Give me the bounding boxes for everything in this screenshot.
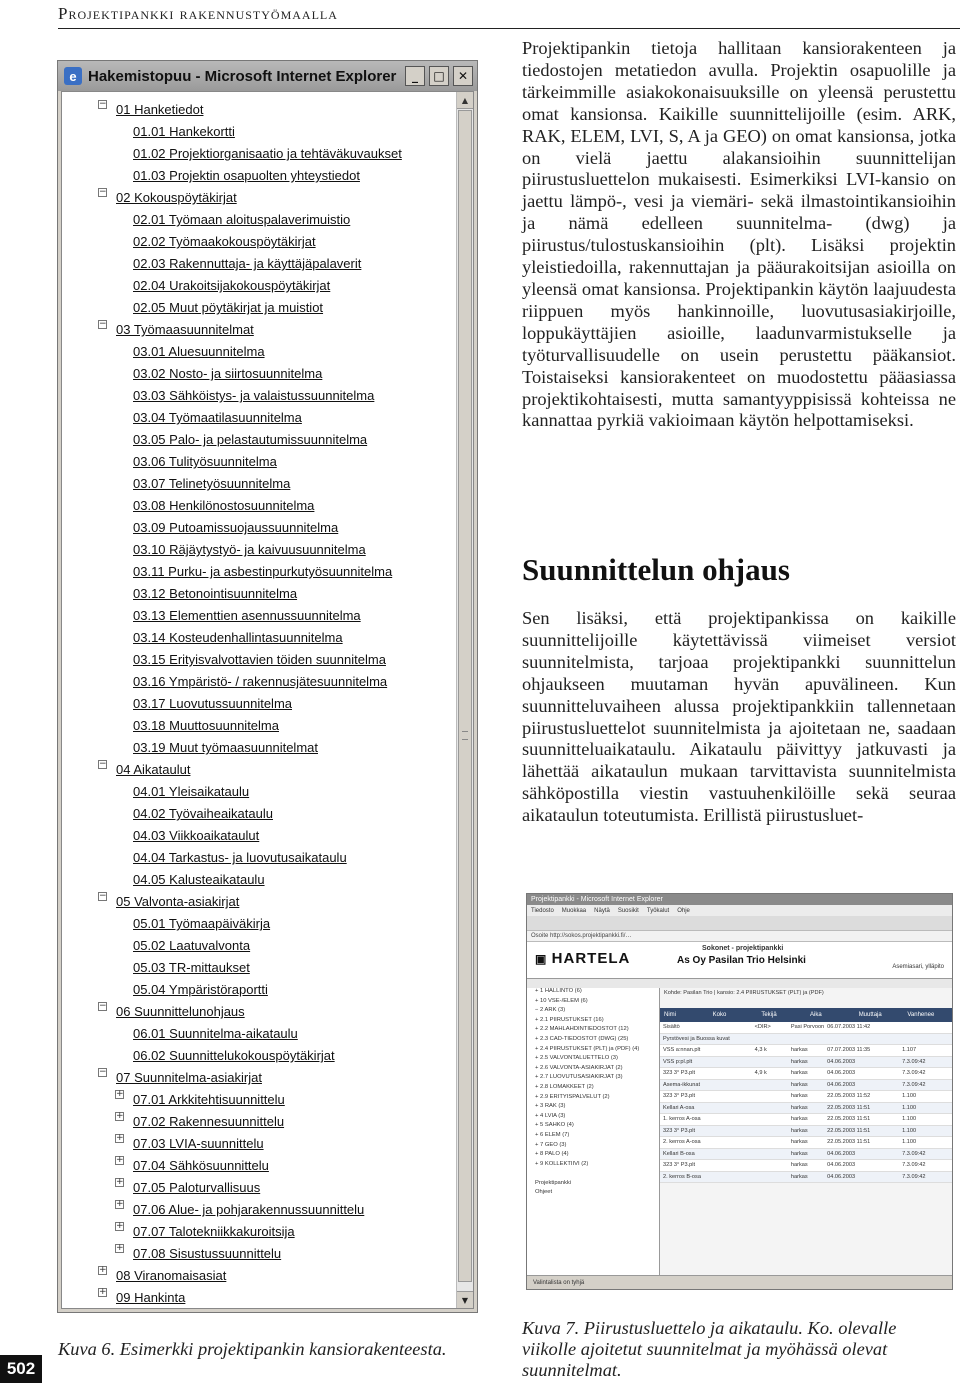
tree-link[interactable]: 03.14 Kosteudenhallintasuunnitelma <box>133 630 343 645</box>
screenshot-address-bar: Osoite http://sokos.projektipankki.fi/… <box>527 931 952 942</box>
tree-link[interactable]: 05.02 Laatuvalvonta <box>133 938 251 953</box>
table-cell: harkas <box>790 1093 808 1100</box>
table-row[interactable] <box>660 1137 952 1149</box>
table-cell: 22.05.2003 11:52 <box>827 1093 871 1100</box>
table-cell: 7.3.09:42 <box>902 1173 926 1180</box>
table-cell: harkas <box>790 1150 808 1157</box>
table-cell: 22.05.2003 11:51 <box>827 1104 871 1111</box>
column-header[interactable]: Vanhenee <box>907 1012 935 1018</box>
expand-icon[interactable]: + <box>99 1265 107 1275</box>
table-cell: 7.3.09:42 <box>902 1150 926 1157</box>
table-cell: 1.100 <box>902 1104 917 1111</box>
table-row[interactable] <box>660 1022 952 1034</box>
vertical-scrollbar[interactable] <box>456 92 473 1308</box>
tree-link[interactable]: 05.01 Työmaapäiväkirja <box>133 916 271 931</box>
table-row[interactable] <box>660 1160 952 1172</box>
table-cell: <DIR> <box>754 1024 771 1031</box>
folder-list-item[interactable]: + 8 PALO (4) <box>535 1151 569 1158</box>
table-cell: harkas <box>790 1104 808 1111</box>
expand-icon[interactable]: + <box>116 1089 124 1099</box>
table-cell: Asema-ikkunat <box>663 1081 700 1088</box>
column-header[interactable]: Aika <box>810 1012 822 1018</box>
tree-link[interactable]: 04 Aikataulut <box>116 762 191 777</box>
table-cell: 1.107 <box>902 1047 917 1054</box>
folder-list-item[interactable]: + 2.4 PIIRUSTUKSET (PLT) ja (PDF) (4) <box>535 1045 640 1052</box>
figure-caption-7: Kuva 7. Piirustusluettelo ja aikataulu. Ko. olevalle viikolle ajoitetut suunnitelmat ja myöhässä olevat suunnitelmat. <box>522 1318 897 1380</box>
window-title: Hakemistopuu - Microsoft Internet Explorer <box>88 67 397 85</box>
folder-list-item[interactable]: + 2.3 CAD-TIEDOSTOT (DWG) (25) <box>535 1035 629 1042</box>
table-cell: 2. kerros A-osa <box>663 1139 701 1146</box>
tree-link[interactable]: 02.02 Työmaakokouspöytäkirjat <box>133 234 316 249</box>
tree-link[interactable]: 04.05 Kalusteaikataulu <box>133 872 265 887</box>
tree-link[interactable]: 03.15 Erityisvalvottavien töiden suunnitelma <box>133 652 386 667</box>
expand-icon[interactable]: + <box>116 1243 124 1253</box>
folder-list-item[interactable]: + 6 ELEM (7) <box>535 1131 570 1138</box>
table-cell: harkas <box>790 1173 808 1180</box>
table-row[interactable] <box>660 1172 952 1184</box>
expand-icon[interactable]: + <box>116 1111 124 1121</box>
table-cell: Kellari A-osa <box>663 1104 695 1111</box>
table-row[interactable] <box>660 1057 952 1069</box>
window-titlebar[interactable] <box>58 61 477 91</box>
collapse-icon[interactable]: − <box>99 891 107 901</box>
tree-link[interactable]: 07.07 Talotekniikkakuroitsija <box>133 1224 295 1239</box>
menu-item[interactable]: Näytä <box>594 907 610 914</box>
collapse-icon[interactable]: − <box>99 759 107 769</box>
table-cell: 06.07.2003 11:42 <box>827 1024 871 1031</box>
tree-link[interactable]: 03.02 Nosto- ja siirtosuunnitelma <box>133 366 323 381</box>
collapse-icon[interactable]: − <box>99 319 107 329</box>
tree-link[interactable]: 07.03 LVIA-suunnittelu <box>133 1136 264 1151</box>
table-cell: harkas <box>790 1139 808 1146</box>
table-cell: 1. kerros A-osa <box>663 1116 701 1123</box>
folder-info: Kohde: Pasilan Trio | kansio: 2.4 PIIRUSTUKSET (PLT) ja (PDF) <box>664 990 824 996</box>
table-cell: harkas <box>790 1047 808 1054</box>
folder-list-item[interactable]: + 2.5 VALVONTALUETTELO (3) <box>535 1055 618 1062</box>
table-cell: Pyrstövesi ja Buossa kuvat <box>663 1035 730 1042</box>
table-cell: 7.3.09:42 <box>902 1058 926 1065</box>
folder-list-item[interactable]: + 2.2 MAHLAHDINTIEDOSTOT (12) <box>535 1026 629 1033</box>
file-table-header <box>660 1008 952 1022</box>
internet-explorer-icon: e <box>64 67 82 85</box>
tree-link[interactable]: 02.05 Muut pöytäkirjat ja muistiot <box>133 300 324 315</box>
table-cell: 04.06.2003 <box>827 1162 856 1169</box>
maximize-button[interactable]: □ <box>429 66 449 86</box>
tree-link[interactable]: 03 Työmaasuunnitelmat <box>116 322 254 337</box>
table-cell: 22.05.2003 11:51 <box>827 1127 871 1134</box>
table-cell: 323 3° P3.plt <box>663 1093 696 1100</box>
projektipankki-screenshot <box>526 893 953 1290</box>
tree-link[interactable]: 03.18 Muuttosuunnitelma <box>133 718 279 733</box>
figure-caption-6: Kuva 6. Esimerkki projektipankin kansiorakenteesta. <box>58 1339 447 1359</box>
tree-link[interactable]: 01.01 Hankekortti <box>133 124 235 139</box>
table-cell: 323 3° P3.plt <box>663 1070 696 1077</box>
tree-link[interactable]: 02.01 Työmaan aloituspalaverimuistio <box>133 212 351 227</box>
tree-link[interactable]: 03.04 Työmaatilasuunnitelma <box>133 410 302 425</box>
table-cell: 323 3° P3.plt <box>663 1162 696 1169</box>
folder-list-item[interactable]: Ohjeet <box>535 1189 553 1196</box>
screenshot-menubar <box>527 905 952 916</box>
folder-list-item[interactable]: + 1 HALLINTO (6) <box>535 988 582 994</box>
tree-link[interactable]: 07.02 Rakennesuunnittelu <box>133 1114 285 1129</box>
table-cell: 07.07.2003 11:35 <box>827 1047 871 1054</box>
table-cell: 7.3.09:42 <box>902 1070 926 1077</box>
menu-item[interactable]: Työkalut <box>646 907 670 914</box>
folder-list-item[interactable]: + 2.6 VALVONTA-ASIAKIRJAT (2) <box>535 1064 623 1071</box>
table-cell: harkas <box>790 1127 808 1134</box>
table-row[interactable] <box>660 1034 952 1046</box>
tree-link[interactable]: 03.06 Tulityösuunnitelma <box>133 454 277 469</box>
tree-link[interactable]: 01 Hanketiedot <box>116 102 204 117</box>
table-cell: 04.06.2003 <box>827 1150 856 1157</box>
expand-icon[interactable]: + <box>116 1221 124 1231</box>
tree-link[interactable]: 04.01 Yleisaikataulu <box>133 784 250 799</box>
tree-link[interactable]: 05 Valvonta-asiakirjat <box>116 894 240 909</box>
tree-link[interactable]: 03.12 Betonointisuunnitelma <box>133 586 298 601</box>
table-cell: 1.100 <box>902 1093 917 1100</box>
table-row[interactable] <box>660 1126 952 1138</box>
tree-link[interactable]: 06 Suunnittelunohjaus <box>116 1004 245 1019</box>
tree-link[interactable]: 02.03 Rakennuttaja- ja käyttäjäpalaverit <box>133 256 362 271</box>
banner-subtitle: Sokonet - projektipankki <box>702 945 784 952</box>
column-header[interactable]: Koko <box>712 1012 727 1018</box>
table-row[interactable] <box>660 1114 952 1126</box>
ie-window-folder-tree <box>57 60 478 1313</box>
tree-link[interactable]: 07.05 Paloturvallisuus <box>133 1180 261 1195</box>
table-cell: Kellari B-osa <box>663 1150 695 1157</box>
tree-link[interactable]: 07.06 Alue- ja pohjarakennussuunnittelu <box>133 1202 365 1217</box>
minimize-button[interactable]: _ <box>405 66 425 86</box>
collapse-icon[interactable]: − <box>99 1001 107 1011</box>
table-cell: 22.05.2003 11:51 <box>827 1116 871 1123</box>
table-cell: Pasi Porvoon <box>790 1024 825 1031</box>
folder-list-item[interactable]: + 2.1 PIIRUSTUKSET (16) <box>535 1016 604 1023</box>
folder-list-item[interactable]: + 2.9 ERITYISPALVELUT (2) <box>535 1093 610 1100</box>
folder-list-item[interactable] <box>527 1170 659 1180</box>
table-cell: 1.100 <box>902 1116 917 1123</box>
table-cell: harkas <box>790 1162 808 1169</box>
tree-link[interactable]: 03.03 Sähköistys- ja valaistussuunnitelma <box>133 388 375 403</box>
menu-item[interactable]: Ohje <box>677 907 690 914</box>
screenshot-banner <box>527 942 952 979</box>
table-cell: 4,3 k <box>754 1047 767 1054</box>
folder-list-item[interactable]: + 4 LVIA (3) <box>535 1112 566 1119</box>
menu-item[interactable]: Suosikit <box>617 907 639 914</box>
folder-list-item[interactable]: Projektipankki <box>535 1179 572 1186</box>
tree-link[interactable]: 02 Kokouspöytäkirjat <box>116 190 237 205</box>
tree-link[interactable]: 07.08 Sisustussuunnittelu <box>133 1246 282 1261</box>
folder-list-item[interactable]: + 9 KOLLEKTIIVI (2) <box>535 1160 589 1167</box>
table-cell: 04.06.2003 <box>827 1173 856 1180</box>
folder-list-item[interactable]: − 2 ARK (3) <box>535 1007 566 1014</box>
tree-link[interactable]: 05.04 Ympäristöraportti <box>133 982 268 997</box>
tree-link[interactable]: 03.08 Henkilönostosuunnitelma <box>133 498 315 513</box>
tree-link[interactable]: 03.07 Telinetyösuunnitelma <box>133 476 291 491</box>
tree-link[interactable]: 03.01 Aluesuunnitelma <box>133 344 265 359</box>
table-cell: 04.06.2003 <box>827 1058 856 1065</box>
close-button[interactable]: ✕ <box>453 66 473 86</box>
scroll-down-arrow-icon[interactable]: ▼ <box>457 1291 473 1308</box>
table-row[interactable] <box>660 1103 952 1115</box>
folder-list-item[interactable]: + 5 SÄHKÖ (4) <box>535 1122 574 1129</box>
folder-list-item[interactable]: + 7 GEO (3) <box>535 1141 567 1148</box>
screenshot-titlebar: Projektipankki - Microsoft Internet Explorer <box>527 894 952 905</box>
table-row[interactable] <box>660 1068 952 1080</box>
collapse-icon[interactable]: − <box>99 99 107 109</box>
table-cell: 04.06.2003 <box>827 1070 856 1077</box>
menu-item[interactable]: Tiedosto <box>531 907 554 914</box>
table-cell: 323 3° P3.plt <box>663 1127 696 1134</box>
tree-link[interactable]: 05.03 TR-mittaukset <box>133 960 250 975</box>
screenshot-folder-list <box>527 988 660 1275</box>
tree-link[interactable]: 06.01 Suunnitelma-aikataulu <box>133 1026 298 1041</box>
body-paragraph-1: Projektipankin tietoja hallitaan kansiorakenteen ja tiedostojen metatiedon avulla. Projektin osapuolille ja tärkeimmille asiakokonaisuuksille on yleensä perustettu omat kansionsa. Kaikille suunnittelijoille (esim. ARK, RAK, ELEM, LVI, S, A ja GEO) on omat kansionsa, jotka on vielä jaettu alakansioihin suunnittelijan piirustusluettelon mukaisesti. Esimerkiksi LVI-kansio on jaettu lämpö-, vesi ja viemäri- sekä ilmastointikansioihin ja nämä edelleen suunnitelma- (dwg) ja piirustus/tulostuskansioihin (plt). Lisäksi projektin yleistiedoilla, rakennuttajan ja pääurakoitsijan asioilla on yleensä omat kansionsa. Projektipankin käytön laajuudesta riippuen myös hankinnoille, luovutusasiakirjoille, loppukäyttäjien asioille, laadunvarmistukselle ja työturvallisuudelle on usein perustettu pääkansiot. Toistaiseksi kansiorakenteet on muodostettu pääasiassa projektikohtaisesti, mutta samantyyppisissä kohteissa ne kannattaa pyrkiä vakioimaan käytön helpottamiseksi. <box>522 38 956 431</box>
table-cell: 7.3.09:42 <box>902 1162 926 1169</box>
tree-link[interactable]: 03.16 Ympäristö- / rakennusjätesuunnitelma <box>133 674 388 689</box>
tree-link[interactable]: 08 Viranomaisasiat <box>116 1268 227 1283</box>
table-cell: 04.06.2003 <box>827 1081 856 1088</box>
table-row[interactable] <box>660 1149 952 1161</box>
tree-link[interactable]: 03.09 Putoamissuojaussuunnitelma <box>133 520 339 535</box>
banner-project-name: As Oy Pasilan Trio Helsinki <box>677 955 806 966</box>
menu-item[interactable]: Muokkaa <box>561 907 587 914</box>
file-table-body <box>660 1022 952 1183</box>
header-rule <box>58 28 960 29</box>
tree-link[interactable]: 03.11 Purku- ja asbestinpurkutyösuunnitelma <box>133 564 393 579</box>
table-cell: harkas <box>790 1116 808 1123</box>
table-cell: harkas <box>790 1070 808 1077</box>
screenshot-toolbar <box>527 916 952 931</box>
column-header[interactable]: Tekijä <box>761 1012 777 1018</box>
table-cell: 4,9 k <box>754 1070 767 1077</box>
collapse-icon[interactable]: − <box>99 187 107 197</box>
expand-icon[interactable]: + <box>116 1133 124 1143</box>
scrollbar-grip <box>462 731 468 740</box>
tree-link[interactable]: 04.02 Työvaiheaikataulu <box>133 806 273 821</box>
tree-link[interactable]: 03.19 Muut työmaasuunnitelmat <box>133 740 318 755</box>
screenshot-file-panel <box>660 988 952 1275</box>
expand-icon[interactable]: + <box>116 1177 124 1187</box>
expand-icon[interactable]: + <box>116 1155 124 1165</box>
collapse-icon[interactable]: − <box>99 1067 107 1077</box>
tree-link[interactable]: 07 Suunnitelma-asiakirjat <box>116 1070 262 1085</box>
tree-link[interactable]: 07.04 Sähkösuunnittelu <box>133 1158 269 1173</box>
folder-list-item[interactable]: + 2.8 LOMAKKEET (2) <box>535 1083 594 1090</box>
tree-link[interactable]: 02.04 Urakoitsijakokouspöytäkirjat <box>133 278 331 293</box>
table-cell: 1.100 <box>902 1139 917 1146</box>
tree-link[interactable]: 09 Hankinta <box>116 1290 186 1305</box>
table-cell: 22.05.2003 11:51 <box>827 1139 871 1146</box>
folder-list-item[interactable]: + 3 RAK (3) <box>535 1103 566 1110</box>
table-row[interactable] <box>660 1080 952 1092</box>
tree-link[interactable]: 01.03 Projektin osapuolten yhteystiedot <box>133 168 360 183</box>
expand-icon[interactable]: + <box>116 1199 124 1209</box>
screenshot-statusbar: Valintalista on tyhjä <box>527 1275 952 1289</box>
table-cell: 2. kerros B-osa <box>663 1173 701 1180</box>
tree-link[interactable]: 06.02 Suunnittelukokouspöytäkirjat <box>133 1048 335 1063</box>
tree-link[interactable]: 03.13 Elementtien asennussuunnitelma <box>133 608 361 623</box>
tree-link[interactable]: 07.01 Arkkitehtisuunnittelu <box>133 1092 285 1107</box>
table-row[interactable] <box>660 1091 952 1103</box>
hartela-logo: ▣ HARTELA <box>535 950 630 967</box>
window-content <box>61 91 474 1309</box>
column-header[interactable]: Muuttaja <box>858 1012 882 1018</box>
folder-list-item[interactable]: + 10 VSE-/ELEM (6) <box>535 997 588 1004</box>
expand-icon[interactable]: + <box>99 1287 107 1297</box>
table-row[interactable] <box>660 1045 952 1057</box>
tree-link[interactable]: 04.03 Viikkoaikataulut <box>133 828 260 843</box>
table-cell: Sisältö <box>663 1024 680 1031</box>
scroll-up-arrow-icon[interactable]: ▲ <box>457 92 473 109</box>
banner-user: Asemiasari, ylläpito <box>892 964 944 970</box>
table-cell: 7.3.09:42 <box>902 1081 926 1088</box>
scrollbar-thumb[interactable] <box>458 110 472 1282</box>
section-heading: Suunnittelun ohjaus <box>522 552 790 587</box>
tree-link[interactable]: 03.05 Palo- ja pelastautumissuunnitelma <box>133 432 368 447</box>
running-title: Projektipankki rakennustyömaalla <box>58 4 338 23</box>
table-cell: VSS a:nnan.plt <box>663 1047 701 1054</box>
column-header[interactable]: Nimi <box>664 1012 676 1018</box>
tree-link[interactable]: 01.02 Projektiorganisaatio ja tehtäväkuvaukset <box>133 146 402 161</box>
tree-link[interactable]: 03.17 Luovutussuunnitelma <box>133 696 293 711</box>
table-cell: harkas <box>790 1058 808 1065</box>
folder-list-item[interactable]: + 2.7 LUOVUTUSASIAKIRJAT (3) <box>535 1074 623 1081</box>
table-cell: VSS p:pl.plt <box>663 1058 693 1065</box>
body-paragraph-2: Sen lisäksi, että projektipankissa on kaikille suunnittelijoille käytettävissä viimeiset versiot suunnitelmista, tarjoaa projektipankki suunnittelun ohjaukseen muutaman hyvän apuvälineen. Kun suunnitteluvaiheen alussa projektipankkiin tallennetaan piirustusluettelot suunnitelmista ja ajoitetaan ne, saadaan suunnitteluaikataulu. Aikataulu päivittyy jatkuvasti ja lähettää aikataulun mukaan tarvittavista suunnitelmista sähköpostilla viestin vastuuhenkilöille sekä seuraa aikataulun toteutumista. Erillistä piirustusluet- <box>522 608 956 826</box>
tree-link[interactable]: 03.10 Räjäytystyö- ja kaivuusuunnitelma <box>133 542 366 557</box>
table-cell: harkas <box>790 1081 808 1088</box>
tree-link[interactable]: 04.04 Tarkastus- ja luovutusaikataulu <box>133 850 347 865</box>
table-cell: 1.100 <box>902 1127 917 1134</box>
page-number: 502 <box>0 1355 42 1383</box>
